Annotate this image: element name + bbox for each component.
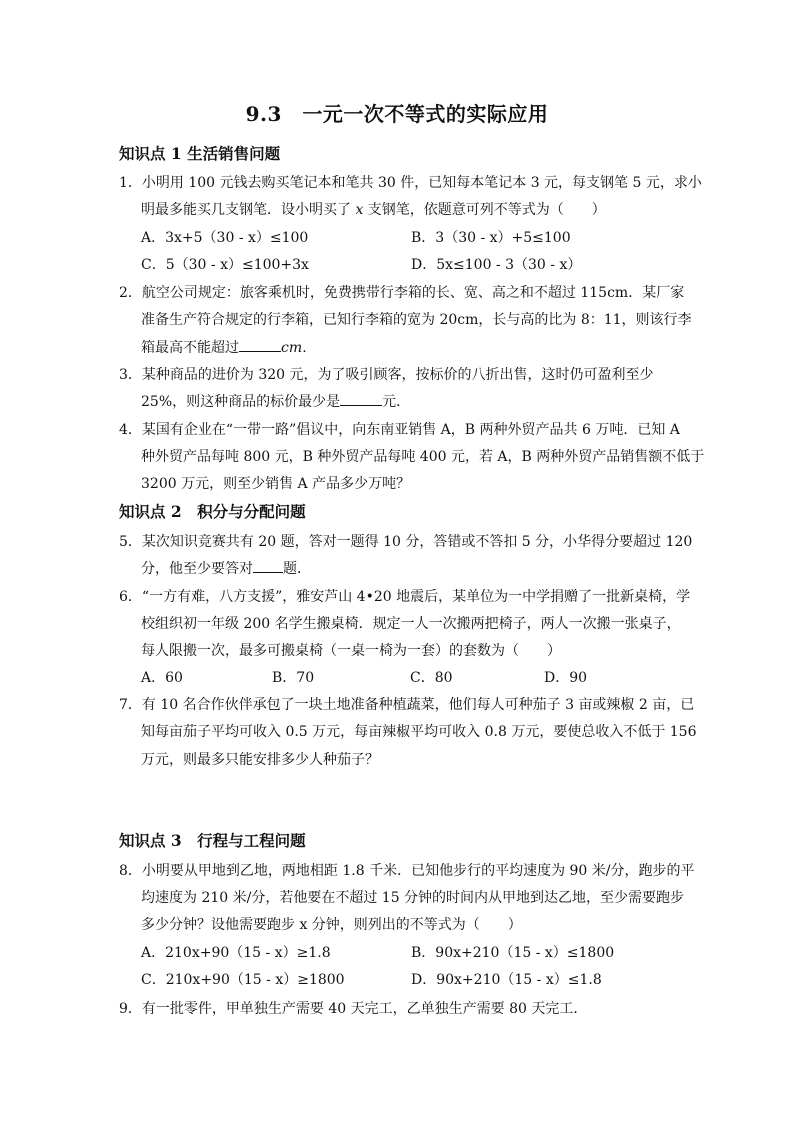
question-8-option-c: C．210x+90（15 - x）≥1800 [141,972,345,988]
question-7-line-2: 知每亩茄子平均可收入 0.5 万元，每亩辣椒平均可收入 0.8 万元，要使总收入不低于 156 [141,724,697,740]
question-6-line-3: 每人限搬一次，最多可搬桌椅（一桌一椅为一套）的套数为（ ） [141,643,561,659]
question-1-line-2 [141,199,606,219]
question-2-text: 箱最高不能超过 [141,340,239,356]
question-8-option-a: A．210x+90（15 - x）≥1.8 [141,945,331,961]
question-6-option-a: A．60 [141,670,183,686]
answer-blank[interactable] [340,391,382,406]
section-heading-3: 知识点 3 行程与工程问题 [119,831,306,850]
page-title: 9.3 一元一次不等式的实际应用 [245,102,549,126]
question-4-line-1: 4．某国有企业在“一带一路”倡议中，向东南亚销售 A，B 两种外贸产品共 6 万吨．已知 A [119,422,680,438]
variable-x: x [355,202,364,218]
answer-blank[interactable] [253,558,283,573]
question-6-line-1: 6．“一方有难，八方支援”，雅安芦山 4•20 地震后，某单位为一中学捐赠了一批新桌椅，学 [119,589,691,605]
question-4-line-3: 3200 万元，则至少销售 A 产品多少万吨？ [141,476,411,492]
question-8-line-2: 均速度为 210 米/分，若他要在不超过 15 分钟的时间内从甲地到达乙地，至少需要跑步 [141,890,685,906]
question-6-option-d: D．90 [544,670,588,686]
question-9-line-1: 9．有一批零件，甲单独生产需要 40 天完工，乙单独生产需要 80 天完工． [119,1001,588,1017]
question-5-line-2 [141,558,311,578]
question-8-option-d: D．90x+210（15 - x）≤1.8 [411,972,602,988]
question-3-text: 25%，则这种商品的标价最少是 [141,394,341,410]
question-8-option-b: B．90x+210（15 - x）≤1800 [411,945,615,961]
answer-blank[interactable] [239,337,281,352]
question-7-line-1: 7．有 10 名合作伙伴承包了一块土地准备种植蔬菜，他们每人可种茄子 3 亩或辣椒 2 亩，已 [119,697,695,713]
question-6-option-b: B．70 [272,670,315,686]
question-3-unit: 元． [382,394,411,410]
question-5-unit: 题． [283,561,311,577]
question-3-line-2 [141,391,410,411]
question-5-text: 分，他至少要答对 [141,561,253,577]
question-1-option-d: D．5x≤100 - 3（30 - x） [411,257,582,273]
question-2-unit: cm． [281,340,317,356]
question-2-line-1: 2．航空公司规定：旅客乘机时，免费携带行李箱的长、宽、高之和不超过 115cm．某厂家 [119,285,685,301]
question-6-line-2: 校组织初一年级 200 名学生搬桌椅．规定一人一次搬两把椅子，两人一次搬一张桌子， [141,616,681,632]
question-2-line-3 [141,337,316,357]
question-1-option-c: C．5（30 - x）≤100+3x [141,257,309,273]
question-1-line-1: 1．小明用 100 元钱去购买笔记本和笔共 30 件，已知每本笔记本 3 元，每支钢笔 5 元，求小 [119,175,702,191]
question-6-option-c: C．80 [410,670,453,686]
question-5-line-1: 5．某次知识竞赛共有 20 题，答对一题得 10 分，答错或不答扣 5 分，小华得分要超过 120 [119,534,693,550]
question-3-line-1: 3．某种商品的进价为 320 元，为了吸引顾客，按标价的八折出售，这时仍可盈利至少 [119,367,654,383]
question-1-text-end: 支钢笔，依题意可列不等式为（ ） [363,202,606,218]
question-1-text: 明最多能买几支钢笔．设小明买了 [141,202,356,218]
question-7-line-3: 万元，则最多只能安排多少人种茄子？ [141,752,379,768]
question-8-line-1: 8．小明要从甲地到乙地，两地相距 1.8 千米．已知他步行的平均速度为 90 米/分，跑步的平 [119,863,695,879]
question-1-option-a: A．3x+5（30 - x）≤100 [141,230,309,246]
section-heading-1: 知识点 1 生活销售问题 [119,144,281,163]
question-8-line-3: 多少分钟？设他需要跑步 x 分钟，则列出的不等式为（ ） [141,917,522,933]
question-2-line-2: 准备生产符合规定的行李箱，已知行李箱的宽为 20cm，长与高的比为 8：11，则该行李 [141,312,692,328]
section-heading-2: 知识点 2 积分与分配问题 [119,502,306,521]
question-1-option-b: B．3（30 - x）+5≤100 [411,230,571,246]
question-4-line-2: 种外贸产品每吨 800 元，B 种外贸产品每吨 400 元，若 A，B 两种外贸产品销售额不低于 [141,449,705,465]
